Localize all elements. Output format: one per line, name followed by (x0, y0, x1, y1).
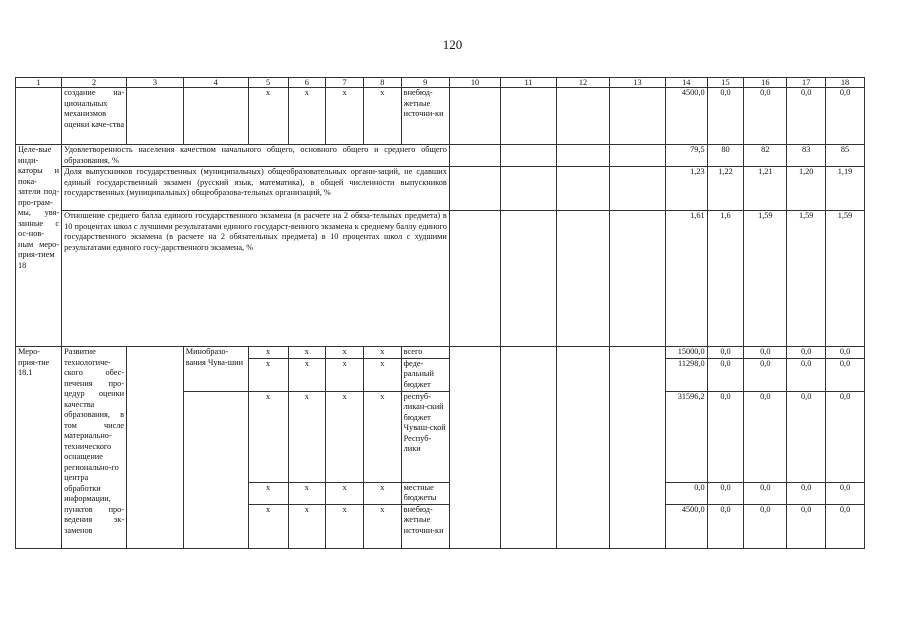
responsible-executor: Минобразо-вания Чува-шии (183, 347, 248, 392)
x-mark: x (326, 358, 364, 391)
value-cell: 79,5 (665, 145, 707, 167)
table-row (16, 347, 865, 359)
funding-source: респуб-ликан-ский бюджет Чуваш-ской Респуб-лики (401, 391, 449, 482)
value-cell: 0,0 (744, 504, 787, 548)
value-cell: 0,0 (826, 391, 865, 482)
value-cell: 1,59 (787, 211, 826, 347)
x-mark: x (288, 358, 326, 391)
value-cell: 11298,0 (665, 358, 707, 391)
value-cell: 83 (787, 145, 826, 167)
col-header: 11 (501, 78, 557, 88)
value-cell: 0,0 (707, 358, 744, 391)
value-cell: 31596,2 (665, 391, 707, 482)
value-cell: 0,0 (707, 347, 744, 359)
x-mark: x (363, 358, 401, 391)
col-header: 4 (183, 78, 248, 88)
col-header: 2 (62, 78, 127, 88)
value-cell: 1,6 (707, 211, 744, 347)
measure-label: Меро-прия-тие 18.1 (16, 347, 62, 549)
table-row (16, 145, 865, 167)
value-cell: 1,59 (826, 211, 865, 347)
col-header: 5 (248, 78, 288, 88)
col-header: 15 (707, 78, 744, 88)
indicator-text: Удовлетворенность населения качеством начального общего, основного общего и среднего общего образования, % (62, 145, 450, 167)
table-row (16, 167, 865, 211)
value-cell: 1,21 (744, 167, 787, 211)
value-cell: 0,0 (707, 88, 744, 145)
value-cell: 1,19 (826, 167, 865, 211)
col-header: 9 (401, 78, 449, 88)
indicator-text: Доля выпускников государственных (муниципальных) общеобразовательных органи-заций, не сдавших единый государственный экзамен (русский язык, математика), в общей численности выпускников государственных (муниципальных) общеобразова-тельных организаций, % (62, 167, 450, 211)
value-cell: 0,0 (707, 504, 744, 548)
funding-source: феде-ральный бюджет (401, 358, 449, 391)
value-cell: 1,61 (665, 211, 707, 347)
measure-name: Развитие технологиче-ского обес-печения про-цедур оценки качества образования, в том числе материально-технического оснащение регионально-го центра обработки информации, пунктов про-ведения эк-заменов (62, 347, 127, 549)
value-cell: 0,0 (826, 482, 865, 504)
x-mark: x (248, 504, 288, 548)
program-table (15, 77, 865, 549)
indicator-text: Отношение среднего балла единого государственного экзамена (в расчете на 2 обяза-тельных предмета) в 10 процентах школ с лучшими результатами единого государст-венного экзамена к среднему баллу единого государственного экзамена (в расчете на 2 обязательных предмета) в 10 процентах школ с худшими результатами единого госу-дарственного экзамена, % (62, 211, 450, 347)
x-mark: x (326, 482, 364, 504)
value-cell: 0,0 (787, 391, 826, 482)
header-row (16, 78, 865, 88)
col-header: 17 (787, 78, 826, 88)
col-header: 1 (16, 78, 62, 88)
activity-name: создание на-циональных механизмов оценки каче-ства (62, 88, 127, 145)
table-row (16, 88, 865, 145)
value-cell: 0,0 (744, 88, 787, 145)
value-cell: 82 (744, 145, 787, 167)
col-header: 10 (449, 78, 500, 88)
value-cell: 0,0 (744, 347, 787, 359)
page-number: 120 (442, 37, 463, 52)
col-header: 8 (363, 78, 401, 88)
col-header: 6 (288, 78, 326, 88)
col-header: 16 (744, 78, 787, 88)
x-mark: x (248, 358, 288, 391)
funding-source: местные бюджеты (401, 482, 449, 504)
value-cell: 80 (707, 145, 744, 167)
x-mark: x (248, 391, 288, 482)
x-mark: x (248, 88, 288, 145)
value-cell: 0,0 (707, 482, 744, 504)
value-cell: 0,0 (826, 88, 865, 145)
value-cell: 0,0 (787, 347, 826, 359)
x-mark: x (248, 482, 288, 504)
x-mark: x (288, 482, 326, 504)
value-cell: 4500,0 (665, 504, 707, 548)
value-cell: 1,59 (744, 211, 787, 347)
value-cell: 0,0 (707, 391, 744, 482)
x-mark: x (363, 88, 401, 145)
value-cell: 0,0 (826, 504, 865, 548)
value-cell: 1,22 (707, 167, 744, 211)
col-header: 13 (610, 78, 666, 88)
col-header: 14 (665, 78, 707, 88)
value-cell: 0,0 (787, 482, 826, 504)
x-mark: x (288, 347, 326, 359)
value-cell: 0,0 (787, 88, 826, 145)
x-mark: x (288, 88, 326, 145)
x-mark: x (363, 347, 401, 359)
value-cell: 0,0 (744, 482, 787, 504)
col-header: 12 (556, 78, 609, 88)
value-cell: 0,0 (787, 358, 826, 391)
value-cell: 15000,0 (665, 347, 707, 359)
x-mark: x (326, 347, 364, 359)
col-header: 18 (826, 78, 865, 88)
value-cell: 0,0 (744, 391, 787, 482)
funding-source: внебюд-жетные источни-ки (401, 88, 449, 145)
value-cell: 0,0 (787, 504, 826, 548)
funding-source: внебюд-жетные источни-ки (401, 504, 449, 548)
table-row (16, 211, 865, 347)
x-mark: x (326, 391, 364, 482)
value-cell: 85 (826, 145, 865, 167)
value-cell: 4500,0 (665, 88, 707, 145)
value-cell: 1,20 (787, 167, 826, 211)
x-mark: x (288, 504, 326, 548)
value-cell: 0,0 (826, 358, 865, 391)
x-mark: x (326, 88, 364, 145)
x-mark: x (363, 504, 401, 548)
funding-source: всего (401, 347, 449, 359)
x-mark: x (248, 347, 288, 359)
x-mark: x (363, 482, 401, 504)
x-mark: x (288, 391, 326, 482)
value-cell: 0,0 (744, 358, 787, 391)
x-mark: x (363, 391, 401, 482)
targets-label: Целе-вые инди-каторы и пока-затели под-про-грам-мы, увя-занные с ос-нов-ным меро-прия-тием 18 (16, 145, 62, 347)
col-header: 3 (127, 78, 184, 88)
value-cell: 0,0 (826, 347, 865, 359)
col-header: 7 (326, 78, 364, 88)
x-mark: x (326, 504, 364, 548)
value-cell: 0,0 (665, 482, 707, 504)
value-cell: 1,23 (665, 167, 707, 211)
